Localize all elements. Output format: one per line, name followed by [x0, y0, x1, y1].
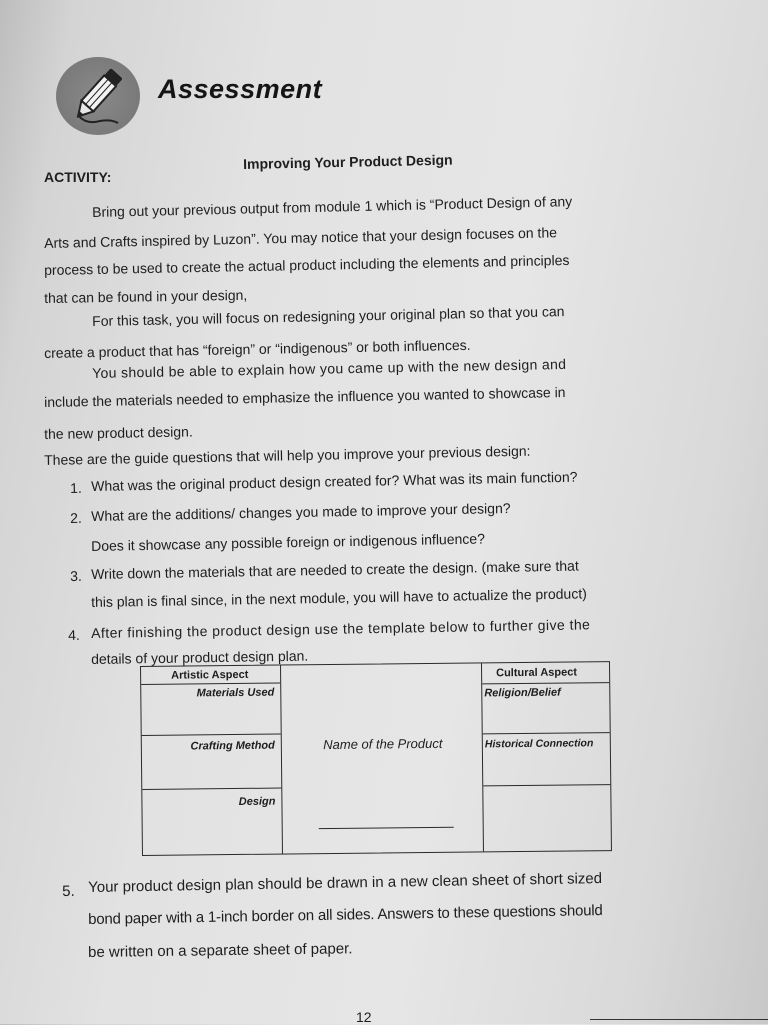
question-number: 3.: [70, 567, 82, 584]
question-number: 4.: [68, 626, 80, 643]
materials-used-cell: [141, 684, 281, 736]
question-number: 1.: [70, 479, 82, 496]
page-title: Assessment: [158, 74, 323, 104]
template-table: [140, 661, 612, 856]
historical-connection-label: Historical Connection: [484, 737, 594, 751]
design-cell: [142, 789, 282, 856]
product-name-label: Name of the Product: [323, 735, 443, 753]
question-text: this plan is final since, in the next module, you will have to actualize the product): [91, 585, 587, 610]
paragraph-line: that can be found in your design,: [44, 286, 248, 306]
activity-title: Improving Your Product Design: [243, 151, 453, 172]
religion-belief-label: Religion/Belief: [484, 686, 561, 700]
product-design-template: [140, 661, 612, 856]
cultural-aspect-column: [481, 662, 611, 851]
paragraph-line: process to be used to create the actual product including the elements and principles: [44, 251, 570, 278]
question-text: What was the original product design created for? What was its main function?: [91, 468, 578, 494]
historical-connection-cell: [483, 733, 611, 786]
paragraph-line: For this task, you will focus on redesigning your original plan so that you can: [92, 303, 565, 329]
page-number: 12: [356, 1009, 372, 1025]
question-text: After finishing the product design use the template below to further give the: [91, 616, 591, 641]
paragraph-line: include the materials needed to emphasize the influence you wanted to showcase in: [44, 383, 566, 410]
question-text: details of your product design plan.: [91, 647, 309, 667]
question-text: What are the additions/ changes you made to improve your design?: [91, 499, 511, 524]
blank-cultural-cell: [483, 785, 611, 852]
question-text: Your product design plan should be drawn in a new clean sheet of short sized: [88, 870, 603, 896]
paragraph-line: create a product that has “foreign” or “indigenous” or both influences.: [44, 336, 471, 361]
question-text: Write down the materials that are needed to create the design. (make sure that: [91, 557, 579, 582]
activity-label: ACTIVITY:: [44, 169, 112, 185]
design-label: Design: [238, 795, 276, 808]
cultural-aspect-header-cell: [482, 662, 609, 684]
question-number: 5.: [62, 882, 75, 900]
paragraph-line: Bring out your previous output from module 1 which is “Product Design of any: [92, 193, 573, 220]
crafting-method-label: Crafting Method: [190, 739, 275, 753]
pencil-icon: [56, 57, 140, 135]
product-name-blank: [319, 827, 454, 829]
question-text: Does it showcase any possible foreign or indigenous influence?: [91, 530, 486, 554]
question-text: bond paper with a 1-inch border on all sides. Answers to these questions should: [88, 902, 603, 928]
question-number: 2.: [70, 509, 82, 526]
paragraph-line: You should be able to explain how you came up with the new design and: [92, 355, 567, 381]
crafting-method-cell: [142, 735, 282, 790]
paragraph-line: Arts and Crafts inspired by Luzon”. You may notice that your design focuses on the: [44, 224, 558, 251]
question-text: be written on a separate sheet of paper.: [88, 940, 353, 961]
materials-used-label: Materials Used: [196, 686, 275, 700]
artistic-aspect-header: Artistic Aspect: [171, 668, 249, 682]
footer-rule: [590, 1019, 768, 1020]
paragraph-line: the new product design.: [44, 423, 193, 442]
religion-belief-cell: [482, 683, 610, 734]
artistic-aspect-header-cell: [141, 666, 280, 685]
cultural-aspect-header: Cultural Aspect: [496, 666, 578, 680]
guide-intro: These are the guide questions that will help you improve your previous design:: [44, 442, 531, 468]
artistic-aspect-column: [141, 666, 283, 855]
